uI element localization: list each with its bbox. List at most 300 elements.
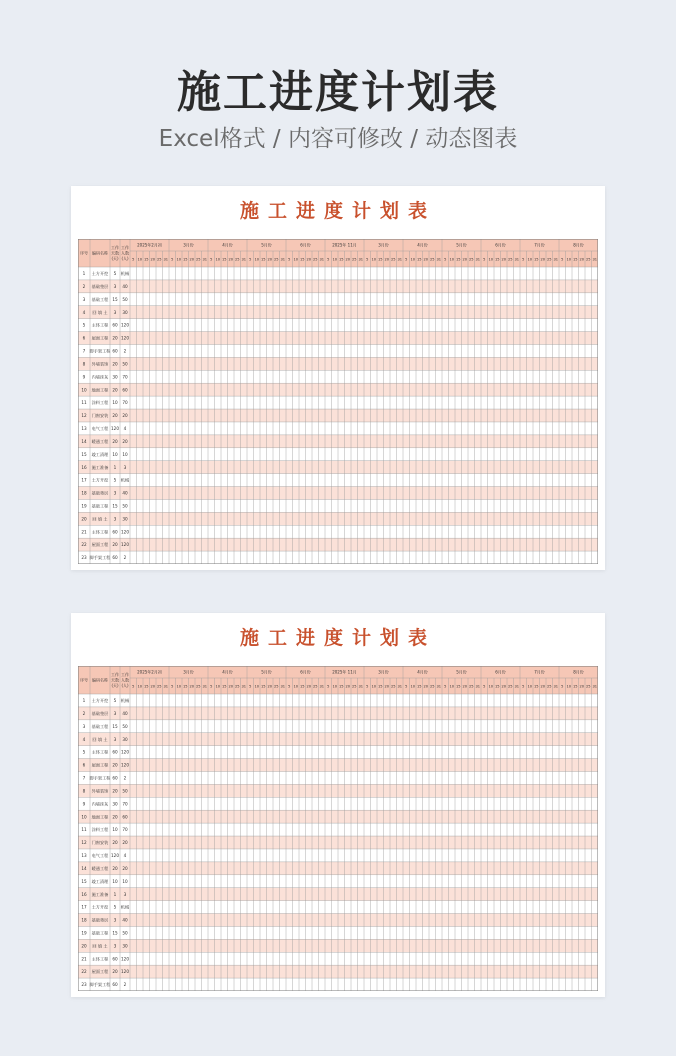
duration-days: 20 (112, 542, 118, 548)
task-name: 脚手架工程 (89, 982, 111, 988)
row-index: 19 (81, 503, 87, 509)
duration-days: 20 (112, 387, 118, 393)
task-name: 基础工程 (91, 296, 109, 302)
day-tick-label: 10 (449, 257, 455, 262)
task-name: 施工准备 (91, 891, 109, 897)
month-label: 5月份 (456, 669, 467, 675)
day-tick-label: 31 (553, 257, 559, 262)
duration-days: 5 (113, 904, 117, 910)
duration-days: 20 (112, 413, 118, 419)
worker-count: 30 (122, 516, 128, 522)
month-label: 6月份 (300, 669, 311, 675)
day-tick-label: 5 (483, 684, 486, 689)
task-name: 主体工程 (91, 956, 109, 962)
column-header-people: 人数 (121, 250, 129, 256)
task-name: 电气工程 (91, 853, 109, 859)
column-header-days: 工作 (111, 672, 119, 677)
month-label: 3月份 (183, 242, 194, 248)
schedule-sheet-1 (71, 186, 605, 570)
grid-lines (78, 239, 598, 564)
worker-count: 50 (122, 930, 128, 936)
month-label: 7月份 (534, 669, 545, 675)
month-label: 7月份 (534, 242, 545, 248)
worker-count: 30 (122, 309, 128, 315)
duration-days: 60 (112, 775, 118, 781)
day-tick-label: 20 (267, 684, 273, 689)
row-index: 23 (81, 555, 87, 561)
day-tick-label: 5 (171, 684, 174, 689)
day-tick-label: 10 (176, 684, 182, 689)
column-header-people: 工作 (121, 245, 129, 250)
column-header-days: 天数 (111, 250, 119, 256)
row-index: 20 (81, 516, 87, 522)
day-tick-label: 15 (572, 684, 578, 689)
row-index: 22 (81, 969, 87, 975)
worker-count: 3 (123, 464, 127, 470)
task-name: 回 填 土 (92, 736, 108, 742)
column-header-people: (人) (121, 683, 129, 689)
day-tick-label: 31 (319, 684, 325, 689)
day-tick-label: 10 (254, 257, 260, 262)
row-index: 5 (82, 322, 86, 328)
day-tick-label: 5 (561, 684, 564, 689)
worker-count: 120 (121, 749, 129, 755)
day-tick-label: 31 (592, 684, 598, 689)
month-label: 3月份 (183, 669, 194, 675)
row-index: 13 (81, 853, 87, 859)
schedule-sheet-2 (71, 613, 605, 997)
day-tick-label: 20 (501, 684, 507, 689)
day-tick-label: 5 (561, 257, 564, 262)
day-tick-label: 25 (195, 257, 201, 262)
day-tick-label: 20 (306, 257, 312, 262)
schedule-grid (78, 666, 598, 991)
day-tick-label: 5 (405, 684, 408, 689)
task-name: 脚手架工程 (89, 775, 111, 781)
day-tick-label: 15 (338, 257, 344, 262)
day-tick-label: 15 (143, 257, 149, 262)
day-tick-label: 10 (176, 257, 182, 262)
duration-days: 1 (113, 891, 117, 897)
duration-days: 10 (112, 827, 118, 833)
day-tick-label: 31 (241, 257, 247, 262)
row-index: 15 (81, 451, 87, 457)
day-tick-label: 5 (522, 684, 525, 689)
day-tick-label: 10 (332, 257, 338, 262)
row-index: 18 (81, 490, 87, 496)
day-tick-label: 25 (468, 684, 474, 689)
column-header-index: 序号 (80, 677, 88, 683)
day-tick-label: 31 (397, 684, 403, 689)
task-name: 基础垫层 (91, 490, 109, 496)
row-index: 14 (81, 865, 87, 871)
month-label: 5月份 (456, 242, 467, 248)
day-tick-label: 5 (522, 257, 525, 262)
task-name: 竣工清理 (91, 878, 109, 884)
row-index: 20 (81, 943, 87, 949)
worker-count: 120 (121, 956, 129, 962)
worker-count: 50 (122, 361, 128, 367)
day-tick-label: 15 (455, 257, 461, 262)
row-index: 19 (81, 930, 87, 936)
row-index: 6 (82, 335, 86, 341)
duration-days: 20 (112, 762, 118, 768)
task-name: 主体工程 (91, 529, 109, 535)
row-index: 14 (81, 438, 87, 444)
row-index: 2 (82, 283, 86, 289)
worker-count: 70 (122, 801, 128, 807)
day-tick-label: 25 (546, 257, 552, 262)
day-tick-label: 10 (293, 257, 299, 262)
day-tick-label: 31 (358, 257, 364, 262)
task-name: 涂料工程 (91, 400, 109, 406)
worker-count: 机械 (120, 904, 130, 910)
month-label: 4月份 (417, 242, 428, 248)
month-label: 5月份 (261, 669, 272, 675)
day-tick-label: 20 (462, 684, 468, 689)
day-tick-label: 10 (137, 684, 143, 689)
task-name: 涂料工程 (91, 827, 109, 833)
day-tick-label: 20 (423, 684, 429, 689)
schedule-grid (78, 239, 598, 564)
day-tick-label: 15 (299, 684, 305, 689)
day-tick-label: 31 (475, 684, 481, 689)
task-name: 暖通工程 (91, 865, 109, 871)
duration-days: 20 (112, 335, 118, 341)
day-tick-label: 25 (390, 257, 396, 262)
day-tick-label: 25 (585, 257, 591, 262)
day-tick-label: 15 (182, 684, 188, 689)
day-tick-label: 15 (260, 257, 266, 262)
worker-count: 2 (123, 555, 127, 561)
worker-count: 2 (123, 982, 127, 988)
day-tick-label: 5 (327, 257, 330, 262)
task-name: 电气工程 (91, 426, 109, 432)
day-tick-label: 20 (540, 257, 546, 262)
month-label: 4月份 (417, 669, 428, 675)
row-index: 18 (81, 917, 87, 923)
worker-count: 20 (122, 865, 128, 871)
day-tick-label: 25 (156, 684, 162, 689)
day-tick-label: 10 (371, 257, 377, 262)
task-name: 土方开挖 (91, 698, 109, 704)
duration-days: 3 (113, 736, 117, 742)
worker-count: 20 (122, 413, 128, 419)
task-name: 外墙装饰 (91, 788, 109, 794)
worker-count: 40 (122, 917, 128, 923)
day-tick-label: 15 (338, 684, 344, 689)
month-label: 4月份 (222, 242, 233, 248)
worker-count: 50 (122, 503, 128, 509)
day-tick-label: 20 (501, 257, 507, 262)
row-index: 5 (82, 749, 86, 755)
duration-days: 3 (113, 516, 117, 522)
worker-count: 50 (122, 723, 128, 729)
duration-days: 10 (112, 400, 118, 406)
duration-days: 60 (112, 529, 118, 535)
column-header-name: 编码名称 (92, 677, 108, 683)
row-index: 22 (81, 542, 87, 548)
day-tick-label: 10 (488, 684, 494, 689)
task-name: 主体工程 (91, 749, 109, 755)
row-index: 9 (82, 374, 86, 380)
worker-count: 70 (122, 827, 128, 833)
day-tick-label: 25 (234, 257, 240, 262)
duration-days: 15 (112, 930, 118, 936)
duration-days: 60 (112, 348, 118, 354)
duration-days: 5 (113, 271, 117, 277)
duration-days: 60 (112, 982, 118, 988)
day-tick-label: 5 (210, 684, 213, 689)
task-name: 基础工程 (91, 503, 109, 509)
duration-days: 120 (111, 853, 119, 859)
day-tick-label: 5 (132, 257, 135, 262)
day-tick-label: 31 (163, 257, 169, 262)
row-index: 10 (81, 387, 87, 393)
row-index: 10 (81, 814, 87, 820)
month-label: 4月份 (222, 669, 233, 675)
worker-count: 30 (122, 736, 128, 742)
day-tick-label: 10 (566, 684, 572, 689)
worker-count: 机械 (120, 698, 130, 704)
day-tick-label: 5 (210, 257, 213, 262)
day-tick-label: 25 (390, 684, 396, 689)
row-index: 4 (82, 736, 86, 742)
day-tick-label: 31 (319, 257, 325, 262)
duration-days: 20 (112, 788, 118, 794)
day-tick-label: 5 (444, 257, 447, 262)
day-tick-label: 10 (215, 684, 221, 689)
day-tick-label: 31 (241, 684, 247, 689)
hero-subtitle: Excel格式 / 内容可修改 / 动态图表 (158, 126, 518, 152)
duration-days: 5 (113, 477, 117, 483)
day-tick-label: 25 (273, 257, 279, 262)
task-name: 回 填 土 (92, 516, 108, 522)
worker-count: 70 (122, 400, 128, 406)
worker-count: 机械 (120, 477, 130, 483)
worker-count: 120 (121, 529, 129, 535)
task-name: 施工准备 (91, 464, 109, 470)
day-tick-label: 10 (371, 684, 377, 689)
day-tick-label: 20 (345, 257, 351, 262)
row-index: 8 (82, 788, 86, 794)
day-tick-label: 10 (332, 684, 338, 689)
task-name: 主体工程 (91, 322, 109, 328)
day-tick-label: 25 (351, 257, 357, 262)
task-name: 门窗安装 (91, 840, 109, 846)
duration-days: 15 (112, 503, 118, 509)
duration-days: 20 (112, 814, 118, 820)
duration-days: 60 (112, 956, 118, 962)
day-tick-label: 15 (494, 684, 500, 689)
duration-days: 1 (113, 464, 117, 470)
day-tick-label: 20 (579, 257, 585, 262)
task-name: 基础垫层 (91, 710, 109, 716)
duration-days: 60 (112, 555, 118, 561)
day-tick-label: 31 (163, 684, 169, 689)
row-index: 3 (82, 296, 86, 302)
row-index: 13 (81, 426, 87, 432)
day-tick-label: 31 (202, 257, 208, 262)
task-name: 竣工清理 (91, 451, 109, 457)
day-tick-label: 10 (254, 684, 260, 689)
day-tick-label: 15 (416, 684, 422, 689)
day-tick-label: 25 (156, 257, 162, 262)
day-tick-label: 31 (436, 257, 442, 262)
duration-days: 120 (111, 426, 119, 432)
month-label: 3月份 (378, 242, 389, 248)
day-tick-label: 10 (566, 257, 572, 262)
column-header-days: (天) (111, 256, 119, 262)
task-name: 地面工程 (91, 387, 109, 393)
month-label: 2025年2月初 (137, 242, 162, 248)
day-tick-label: 31 (280, 257, 286, 262)
row-index: 11 (81, 827, 87, 833)
day-tick-label: 20 (423, 257, 429, 262)
worker-count: 10 (122, 878, 128, 884)
task-name: 回 填 土 (92, 943, 108, 949)
row-index: 7 (82, 348, 86, 354)
month-label: 5月份 (261, 242, 272, 248)
row-index: 12 (81, 840, 87, 846)
day-tick-label: 25 (429, 684, 435, 689)
month-label: 2025年 11月 (332, 669, 357, 675)
duration-days: 30 (112, 374, 118, 380)
column-header-index: 序号 (80, 250, 88, 256)
day-tick-label: 15 (299, 257, 305, 262)
row-index: 17 (81, 904, 87, 910)
day-tick-label: 15 (221, 257, 227, 262)
row-index: 4 (82, 309, 86, 315)
day-tick-label: 15 (377, 684, 383, 689)
task-name: 门窗安装 (91, 413, 109, 419)
column-header-people: 工作 (121, 672, 129, 677)
day-tick-label: 15 (533, 257, 539, 262)
day-tick-label: 25 (312, 257, 318, 262)
month-label: 6月份 (300, 242, 311, 248)
task-name: 土方开挖 (91, 477, 109, 483)
day-tick-label: 20 (345, 684, 351, 689)
day-tick-label: 15 (377, 257, 383, 262)
day-tick-label: 20 (540, 684, 546, 689)
day-tick-label: 10 (488, 257, 494, 262)
duration-days: 3 (113, 917, 117, 923)
worker-count: 20 (122, 438, 128, 444)
row-index: 1 (82, 271, 86, 277)
task-name: 外墙装饰 (91, 361, 109, 367)
hero-title: 施工进度计划表 (177, 67, 499, 118)
column-header-days: 天数 (111, 677, 119, 683)
day-tick-label: 31 (397, 257, 403, 262)
worker-count: 120 (121, 335, 129, 341)
day-tick-label: 20 (384, 257, 390, 262)
day-tick-label: 10 (527, 257, 533, 262)
worker-count: 40 (122, 710, 128, 716)
day-tick-label: 31 (514, 684, 520, 689)
day-tick-label: 5 (405, 257, 408, 262)
row-index: 9 (82, 801, 86, 807)
day-tick-label: 5 (288, 257, 291, 262)
day-tick-label: 25 (585, 684, 591, 689)
worker-count: 120 (121, 969, 129, 975)
day-tick-label: 15 (494, 257, 500, 262)
column-header-people: 人数 (121, 677, 129, 683)
duration-days: 3 (113, 283, 117, 289)
month-label: 8月份 (573, 242, 584, 248)
day-tick-label: 15 (221, 684, 227, 689)
duration-days: 30 (112, 801, 118, 807)
day-tick-label: 5 (249, 684, 252, 689)
month-label: 2025年2月初 (137, 669, 162, 675)
duration-days: 20 (112, 865, 118, 871)
day-tick-label: 20 (579, 684, 585, 689)
day-tick-label: 10 (410, 257, 416, 262)
day-tick-label: 10 (215, 257, 221, 262)
worker-count: 4 (123, 426, 127, 432)
day-tick-label: 20 (228, 684, 234, 689)
duration-days: 3 (113, 710, 117, 716)
day-tick-label: 20 (150, 684, 156, 689)
day-tick-label: 20 (228, 257, 234, 262)
worker-count: 120 (121, 322, 129, 328)
day-tick-label: 25 (507, 257, 513, 262)
task-name: 内墙抹灰 (91, 801, 109, 807)
day-tick-label: 25 (546, 684, 552, 689)
worker-count: 2 (123, 348, 127, 354)
duration-days: 10 (112, 878, 118, 884)
row-index: 17 (81, 477, 87, 483)
day-tick-label: 31 (592, 257, 598, 262)
task-name: 脚手架工程 (89, 555, 111, 561)
day-tick-label: 5 (327, 684, 330, 689)
day-tick-label: 31 (553, 684, 559, 689)
duration-days: 60 (112, 749, 118, 755)
row-index: 1 (82, 698, 86, 704)
row-index: 8 (82, 361, 86, 367)
month-label: 3月份 (378, 669, 389, 675)
day-tick-label: 31 (475, 257, 481, 262)
day-tick-label: 25 (312, 684, 318, 689)
day-tick-label: 5 (249, 257, 252, 262)
worker-count: 2 (123, 775, 127, 781)
day-tick-label: 5 (366, 257, 369, 262)
worker-count: 机械 (120, 271, 130, 277)
day-tick-label: 10 (293, 684, 299, 689)
duration-days: 5 (113, 698, 117, 704)
day-tick-label: 31 (280, 684, 286, 689)
day-tick-label: 31 (358, 684, 364, 689)
month-label: 6月份 (495, 669, 506, 675)
day-tick-label: 10 (527, 684, 533, 689)
row-index: 6 (82, 762, 86, 768)
day-tick-label: 15 (416, 257, 422, 262)
task-name: 屋面工程 (91, 762, 109, 768)
day-tick-label: 5 (483, 257, 486, 262)
task-name: 脚手架工程 (89, 348, 111, 354)
row-index: 16 (81, 464, 87, 470)
day-tick-label: 20 (306, 684, 312, 689)
day-tick-label: 25 (234, 684, 240, 689)
row-index: 21 (81, 529, 87, 535)
column-header-days: 工作 (111, 245, 119, 250)
worker-count: 40 (122, 283, 128, 289)
column-header-days: (天) (111, 683, 119, 689)
worker-count: 60 (122, 814, 128, 820)
month-label: 6月份 (495, 242, 506, 248)
row-index: 21 (81, 956, 87, 962)
worker-count: 50 (122, 296, 128, 302)
task-name: 内墙抹灰 (91, 374, 109, 380)
